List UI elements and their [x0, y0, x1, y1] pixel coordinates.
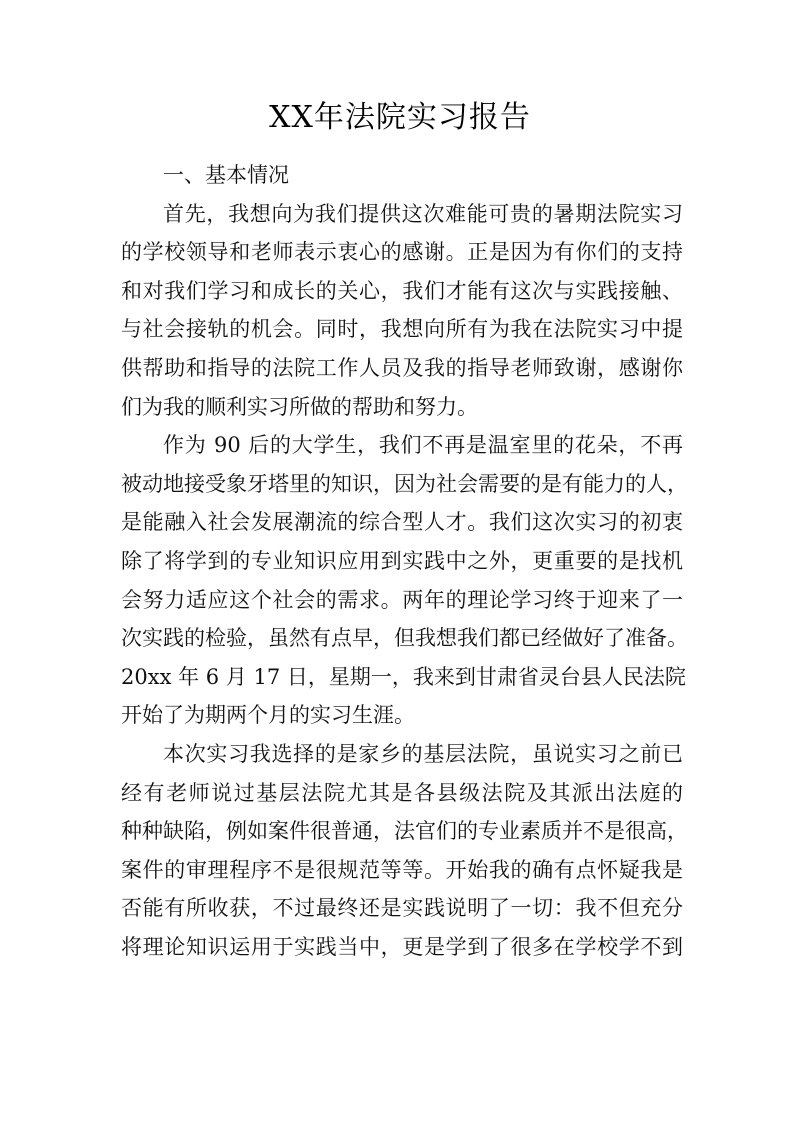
paragraph-line: 本次实习我选择的是家乡的基层法院，虽说实习之前已 — [163, 741, 683, 766]
paragraph-line: 会努力适应这个社会的需求。两年的理论学习终于迎来了一 — [121, 587, 683, 612]
paragraph-line: 的学校领导和老师表示衷心的感谢。正是因为有你们的支持 — [121, 240, 683, 265]
paragraph-line: 除了将学到的专业知识应用到实践中之外，更重要的是找机 — [121, 548, 683, 573]
paragraph-line: 20xx 年 6 月 17 日，星期一，我来到甘肃省灵台县人民法院 — [121, 664, 686, 689]
paragraph-line: 首先，我想向为我们提供这次难能可贵的暑期法院实习 — [163, 201, 683, 226]
paragraph-line: 案件的审理程序不是很规范等等。开始我的确有点怀疑我是 — [121, 857, 683, 882]
paragraph-line: 否能有所收获，不过最终还是实践说明了一切：我不但充分 — [121, 896, 683, 921]
paragraph-2 — [121, 426, 688, 735]
paragraph-line: 是能融入社会发展潮流的综合型人才。我们这次实习的初衷 — [121, 510, 683, 535]
document-title: XX年法院实习报告 — [269, 100, 531, 135]
paragraph-line: 次实践的检验，虽然有点早，但我想我们都已经做好了准备。 — [121, 626, 688, 651]
paragraph-line: 将理论知识运用于实践当中，更是学到了很多在学校学不到 — [121, 934, 683, 959]
paragraph-line: 和对我们学习和成长的关心，我们才能有这次与实践接触、 — [121, 278, 683, 303]
paragraph-1 — [121, 195, 683, 427]
paragraph-line: 供帮助和指导的法院工作人员及我的指导老师致谢，感谢你 — [121, 355, 683, 380]
paragraph-line: 经有老师说过基层法院尤其是各县级法院及其派出法庭的 — [121, 780, 683, 805]
section-heading: 一、基本情况 — [163, 163, 289, 187]
paragraph-line: 们为我的顺利实习所做的帮助和努力。 — [121, 394, 478, 419]
paragraph-line: 种种缺陷，例如案件很普通，法官们的专业素质并不是很高， — [121, 819, 688, 844]
paragraph-line: 与社会接轨的机会。同时，我想向所有为我在法院实习中提 — [121, 317, 683, 342]
paragraph-line: 被动地接受象牙塔里的知识，因为社会需要的是有能力的人， — [121, 471, 688, 496]
paragraph-line: 作为 90 后的大学生，我们不再是温室里的花朵，不再 — [163, 433, 683, 458]
document-body — [121, 156, 688, 966]
paragraph-line: 开始了为期两个月的实习生涯。 — [121, 703, 415, 728]
paragraph-3 — [121, 735, 688, 967]
